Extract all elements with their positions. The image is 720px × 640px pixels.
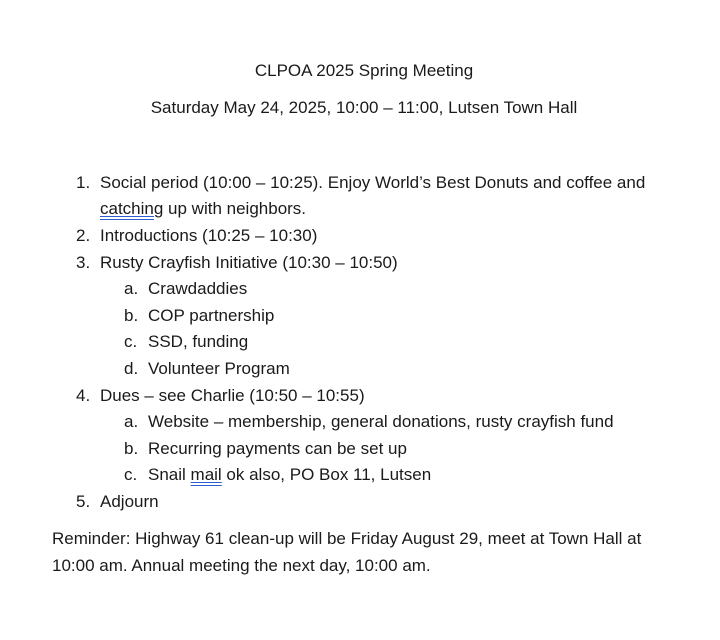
text-segment: up with neighbors.	[163, 199, 307, 218]
agenda-item-text: Adjourn	[100, 491, 159, 511]
list-letter: c.	[124, 332, 138, 352]
list-number: 4.	[76, 385, 91, 405]
list-number: 5.	[76, 491, 91, 511]
sub-item-text: Volunteer Program	[148, 358, 290, 378]
list-number: 1.	[76, 173, 91, 192]
meeting-title: CLPOA 2025 Spring Meeting	[254, 61, 474, 80]
list-number: 2.	[76, 226, 91, 245]
sub-item-text: Website – membership, general donations, rusty crayfish fund	[148, 412, 614, 432]
spellcheck-flagged-word: mail	[190, 465, 222, 485]
sub-item	[0, 411, 720, 438]
meeting-date-location: Saturday May 24, 2025, 10:00 – 11:00, Lutsen Town Hall	[150, 98, 578, 117]
agenda-item-adjourn	[0, 491, 720, 518]
sub-item	[0, 278, 720, 305]
sub-item	[0, 438, 720, 465]
agenda-item-text: Dues – see Charlie (10:50 – 10:55)	[100, 385, 365, 405]
sub-item	[0, 358, 720, 385]
list-number: 3.	[76, 252, 91, 272]
reminder-paragraph: Reminder: Highway 61 clean-up will be Friday August 29, meet at Town Hall at 10:00 am. Annual meeting the next day, 10:00 am.	[52, 529, 642, 575]
list-letter: c.	[124, 465, 138, 485]
agenda-item-dues	[0, 385, 720, 412]
text-segment: Social period (10:00 – 10:25). Enjoy World’s Best Donuts and coffee and	[100, 173, 646, 192]
sub-item	[0, 331, 720, 358]
spellcheck-flagged-word: catching	[100, 199, 164, 218]
agenda-item-rusty-crayfish	[0, 252, 720, 279]
sub-item	[0, 464, 720, 491]
sub-item-text: COP partnership	[148, 305, 275, 325]
list-letter: b.	[124, 438, 139, 458]
list-letter: d.	[124, 358, 139, 378]
list-letter: b.	[124, 305, 139, 325]
agenda-item-text: Introductions (10:25 – 10:30)	[100, 226, 318, 245]
text-segment: ok also, PO Box 11, Lutsen	[221, 465, 432, 485]
agenda-list	[0, 172, 720, 518]
sub-item-text: SSD, funding	[148, 332, 249, 352]
list-letter: a.	[124, 279, 139, 299]
sub-item-text: Crawdaddies	[148, 279, 248, 299]
agenda-item-text: Rusty Crayfish Initiative (10:30 – 10:50)	[100, 252, 398, 272]
sub-item	[0, 305, 720, 332]
sub-item-text	[148, 464, 708, 486]
agenda-item-social-period	[0, 172, 720, 225]
list-letter: a.	[124, 412, 139, 432]
agenda-item-introductions	[0, 225, 720, 252]
text-segment: Snail	[148, 465, 191, 485]
agenda-item-text	[100, 170, 660, 222]
sub-item-text: Recurring payments can be set up	[148, 438, 407, 458]
